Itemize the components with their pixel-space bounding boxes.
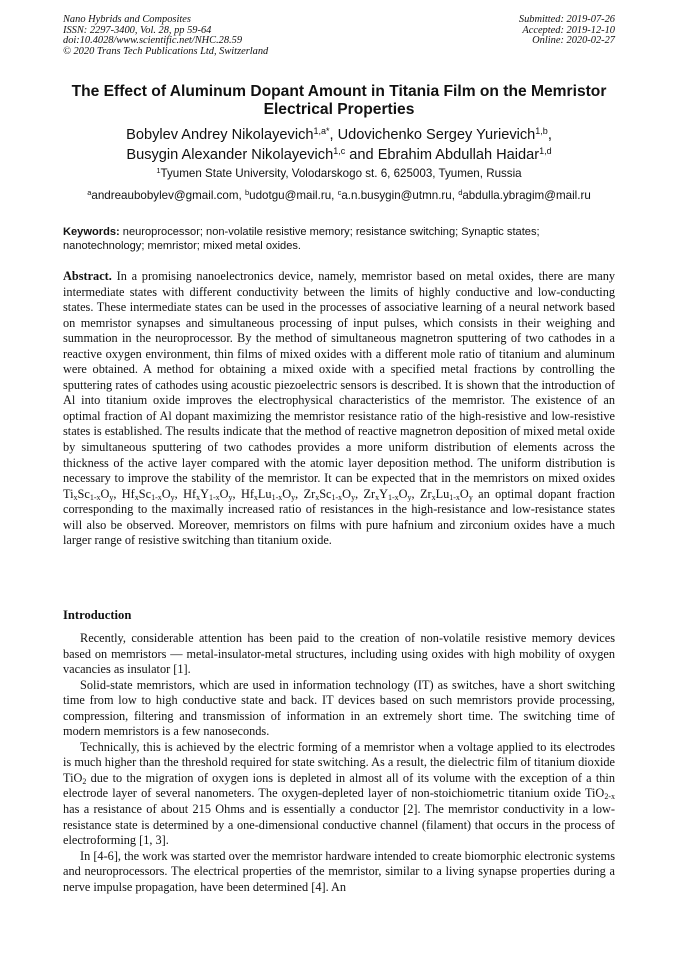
email-address[interactable]: a.n.busygin@utmn.ru, — [341, 189, 459, 202]
author-affiliation-mark: 1,d — [539, 146, 552, 156]
formula-subscript: x — [134, 492, 139, 502]
abstract-paragraph — [63, 269, 615, 549]
formula-subscript: x — [73, 492, 78, 502]
abstract-label: Abstract. — [63, 269, 112, 283]
intro-paragraph: In [4-6], the work was started over the memristor hardware intended to create biomorphic electronic systems and neuroprocessors. The electrical properties of the memristor, similar to a living synapse properties during a nerve impulse propagation, have been determined [4]. An — [63, 848, 615, 894]
formula-separator: , — [232, 486, 241, 501]
formula-list — [63, 487, 473, 501]
author-affiliation-mark: 1,c — [333, 146, 346, 156]
paper-title: The Effect of Aluminum Dopant Amount in Titania Film on the Memristor Electrical Properties — [71, 83, 607, 118]
keywords — [63, 225, 615, 253]
formula-element: Zr — [419, 486, 432, 501]
formula-element: O — [100, 486, 110, 501]
formula-subscript: 1-x — [151, 492, 162, 502]
formula-element: Y — [379, 486, 388, 501]
formula-element: O — [282, 486, 292, 501]
formula-subscript: y — [468, 492, 473, 502]
affiliation-mark: 1 — [156, 166, 161, 175]
formula-subscript: y — [351, 492, 356, 502]
author-name: Ebrahim Abdullah Haidar — [377, 147, 540, 163]
keywords-label: Keywords: — [63, 226, 120, 238]
formula-subscript: x — [253, 492, 258, 502]
chemical-formula — [122, 487, 175, 501]
formula-element: Lu — [435, 486, 450, 501]
formula-element: Sc — [319, 486, 332, 501]
formula-separator: , — [295, 486, 304, 501]
author-name: Bobylev Andrey Nikolayevich — [126, 127, 314, 143]
author-separator: , — [329, 127, 338, 143]
formula-subscript: x — [196, 492, 201, 502]
formula-subscript: 1-x — [387, 492, 399, 502]
formula-element: Lu — [257, 486, 272, 501]
formula-subscript: y — [109, 492, 114, 502]
author-affiliation-mark: 1,b — [535, 126, 548, 136]
email-mark: d — [458, 188, 463, 197]
formula-element: Sc — [138, 486, 152, 501]
formula-separator: , — [355, 486, 364, 501]
formula-element: Hf — [240, 486, 254, 501]
subscript: 2 — [82, 776, 87, 786]
formula-subscript: 1-x — [208, 492, 220, 502]
doi-line: doi:10.4028/www.scientific.net/NHC.28.59 — [63, 35, 243, 47]
keywords-text: neuroprocessor; non-volatile resistive memory; resistance switching; Synaptic states; nanotechnology; memristor; mixed metal oxides. — [63, 226, 540, 252]
introduction-heading: Introduction — [63, 608, 132, 622]
submitted-date: Submitted: 2019-07-26 — [518, 14, 615, 25]
chemical-formula — [63, 487, 113, 501]
chemical-formula — [363, 487, 411, 501]
abstract-tail: an optimal dopant fraction corresponding to the maximally increased ratio of resistances in the high-resistance and low-resistance states will also be observed. Moreover, memristors on films with pure hafnium and zirconium oxides have a much larger range of resistive switching than titanium oxide. — [63, 486, 616, 548]
formula-subscript: y — [228, 492, 233, 502]
chemical-formula — [304, 487, 355, 501]
formula-element: O — [398, 486, 408, 501]
accepted-date: Accepted: 2019-12-10 — [522, 24, 615, 36]
email-list — [40, 189, 638, 203]
issn-line: ISSN: 2297-3400, Vol. 28, pp 59-64 — [63, 24, 212, 36]
formula-element: Hf — [183, 486, 197, 501]
author-name: Busygin Alexander Nikolayevich — [126, 147, 334, 163]
formula-element: O — [459, 486, 469, 501]
formula-element: Hf — [121, 486, 135, 501]
formula-separator: , — [174, 486, 184, 501]
formula-element: Ti — [63, 486, 74, 501]
email-mark: b — [244, 188, 250, 197]
formula-subscript: x — [315, 492, 320, 502]
intro-text: has a resistance of about 215 Ohms and is essentially a conductor [2]. The memristor conductivity in a low-resistance state is determined by a one-dimensional conductive channel (filament) that occurs in the process of electroforming [1, 3]. — [63, 802, 615, 848]
formula-subscript: 1-x — [89, 492, 101, 502]
abstract — [63, 269, 615, 549]
formula-element: O — [161, 486, 171, 501]
journal-header-right — [519, 15, 615, 47]
formula-subscript: y — [407, 492, 412, 502]
email-mark: c — [337, 188, 342, 197]
author-affiliation-mark: 1,a* — [313, 126, 330, 136]
intro-paragraph — [63, 740, 615, 849]
formula-subscript: 1-x — [449, 492, 460, 502]
abstract-text: In a promising nanoelectronics device, namely, memristor based on metal oxides, there are many intermediate states with different conductivity between the limits of highly conductive and low-conducting states. These intermediate states can be used in the processes of associative learning of a neural network based on memristor synapses and simultaneous processing of input pulses, which consists in their weighing and summation in the neuroprocessor. By the method of simultaneous magnetron sputtering of two cathodes in a reactive oxygen environment, thin films of mixed oxides with a different mole ratio of titanium and aluminum were obtained. A method for obtaining a mixed oxide with a specified metal fractions by controlling the sputtering rates of cathodes using acoustic piezoelectric sensors is described. It is shown that the introduction of Al into titanium oxide improves the electrophysical characteristics of the memristor. The existence of an optimal fraction of Al dopant maximizing the memristor resistance ratio of the high-resistive and low-resistive states is established. The results indicate that the method of reactive magnetron deposition of mixed metal oxide by simultaneous sputtering of two cathodes provides a more uniform distribution of elements across the thickness of the active layer compared with the atomic layer deposition method. The uniform distribution is necessary to improve the stability of the memristor. It can be expected that in the memristors on mixed oxides — [63, 269, 615, 486]
intro-text: Technically, this is achieved by the electric forming of a memristor when a voltage applied to its electrodes is much higher than the threshold required for state switching. As a result, the dielectric film of titanium dioxide TiO — [63, 739, 615, 785]
author-separator: , — [547, 127, 552, 143]
formula-subscript: 1-x — [271, 492, 283, 502]
intro-paragraph: Recently, considerable attention has been paid to the creation of non-volatile resistive memory devices based on memristors — metal-insulator-metal structures, including using oxides with high mobility of oxygen vacancies as insulator [1]. — [63, 631, 615, 677]
journal-header-left — [63, 15, 268, 57]
journal-name: Nano Hybrids and Composites — [63, 14, 191, 25]
email-address[interactable]: andreaubobylev@gmail.com, — [91, 189, 245, 202]
formula-element: Sc — [77, 486, 90, 501]
online-date: Online: 2020-02-27 — [532, 35, 615, 47]
chemical-formula — [420, 487, 473, 501]
formula-subscript: x — [375, 492, 380, 502]
author-separator: and — [345, 147, 378, 163]
copyright-line: © 2020 Trans Tech Publications Ltd, Switzerland — [63, 45, 269, 57]
formula-subscript: x — [431, 492, 436, 502]
email-address[interactable]: abdulla.ybragim@mail.ru — [462, 189, 591, 202]
subscript: 2-x — [604, 792, 615, 802]
formula-element: O — [219, 486, 229, 501]
intro-paragraph: Solid-state memristors, which are used in information technology (IT) as switches, have a short switching time from low to high conductive state and back. IT devices based on such memristors provide processing, compression, filtering and transmission of information in an extremely short time. The switching time of modern memristors is a few nanoseconds. — [63, 677, 615, 739]
author-name: Udovichenko Sergey Yurievich — [337, 127, 536, 143]
email-mark: a — [87, 188, 92, 197]
formula-element: O — [342, 486, 352, 501]
formula-element: Zr — [303, 486, 316, 501]
affiliation-text: Tyumen State University, Volodarskogo st. 6, 625003, Tyumen, Russia — [160, 167, 522, 180]
chemical-formula — [241, 487, 295, 501]
intro-text: due to the migration of oxygen ions is depleted in almost all of its volume with the exception of a thin electrode layer of several nanometers. The oxygen-depleted layer of non-stoichiometric titanium oxide TiO — [63, 770, 615, 801]
introduction-body — [63, 631, 615, 895]
formula-separator: , — [113, 486, 122, 501]
formula-separator: , — [411, 486, 420, 501]
affiliation — [40, 167, 638, 181]
formula-element: Y — [200, 486, 209, 501]
formula-subscript: y — [291, 492, 296, 502]
author-list — [40, 125, 638, 165]
chemical-formula — [183, 487, 232, 501]
formula-subscript: y — [170, 492, 175, 502]
formula-subscript: 1-x — [331, 492, 343, 502]
email-address[interactable]: udotgu@mail.ru, — [249, 189, 338, 202]
formula-element: Zr — [363, 486, 376, 501]
